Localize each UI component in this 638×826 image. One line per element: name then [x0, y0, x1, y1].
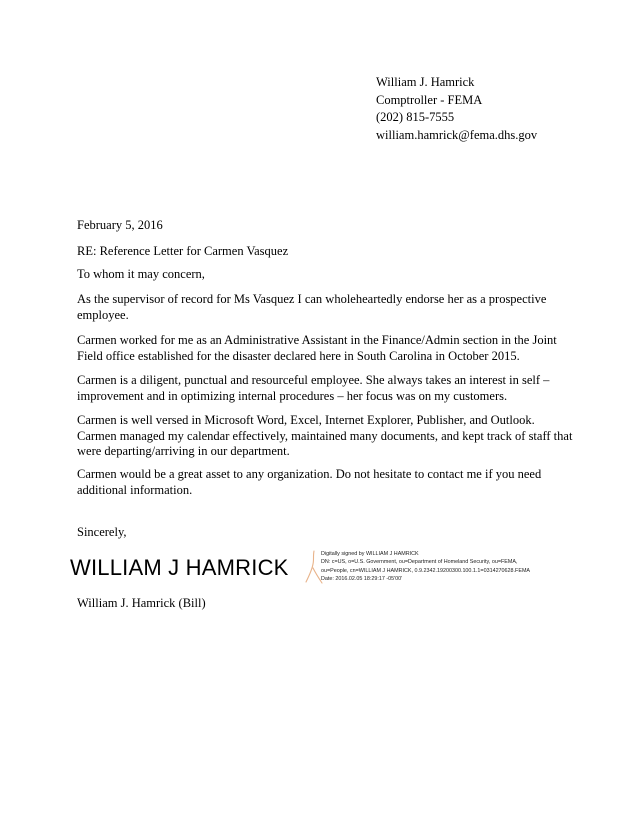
body-paragraph: As the supervisor of record for Ms Vasquez I can wholeheartedly endorse her as a prospective employee. — [77, 292, 547, 322]
signature-name: WILLIAM J HAMRICK — [70, 555, 289, 580]
signature-detail-line: DN: c=US, o=U.S. Government, ou=Department of Homeland Security, ou=FEMA, — [321, 559, 518, 566]
body-paragraph: Carmen is a diligent, punctual and resourceful employee. She always takes an interest in self – improvement and in optimizing internal procedures – her focus was on my customers. — [77, 373, 550, 403]
sender-title: Comptroller - FEMA — [376, 92, 483, 107]
digital-signature-details — [321, 550, 530, 584]
body-paragraph: Carmen would be a great asset to any organization. Do not hesitate to contact me if you need additional information. — [77, 467, 542, 497]
printed-name: William J. Hamrick (Bill) — [77, 596, 206, 610]
sender-email: william.hamrick@fema.dhs.gov — [376, 127, 538, 142]
letter-date: February 5, 2016 — [77, 218, 163, 232]
sender-name: William J. Hamrick — [376, 75, 475, 89]
subject-line: RE: Reference Letter for Carmen Vasquez — [77, 244, 289, 258]
signature-detail-line: ou=People, cn=WILLIAM J HAMRICK, 0.9.2342.19200300.100.1.1=0314270628.FEMA — [321, 567, 531, 574]
closing: Sincerely, — [77, 525, 127, 539]
sender-phone: (202) 815-7555 — [376, 110, 455, 124]
signature-detail-line: Date: 2016.02.05 18:29:17 -05'00' — [321, 576, 403, 583]
body-paragraph: Carmen is well versed in Microsoft Word, Excel, Internet Explorer, Publisher, and Outlook. Carmen managed my calendar effectively, maintained many documents, and kept track of staff that were departing/arriving in our department. — [77, 413, 573, 458]
signature-detail-line: Digitally signed by WILLIAM J HAMRICK — [321, 551, 419, 557]
greeting: To whom it may concern, — [77, 267, 205, 281]
body-paragraph: Carmen worked for me as an Administrative Assistant in the Finance/Admin section in the Joint Field office established for the disaster declared here in South Carolina in October 2015. — [77, 333, 557, 363]
sender-block — [376, 74, 537, 144]
